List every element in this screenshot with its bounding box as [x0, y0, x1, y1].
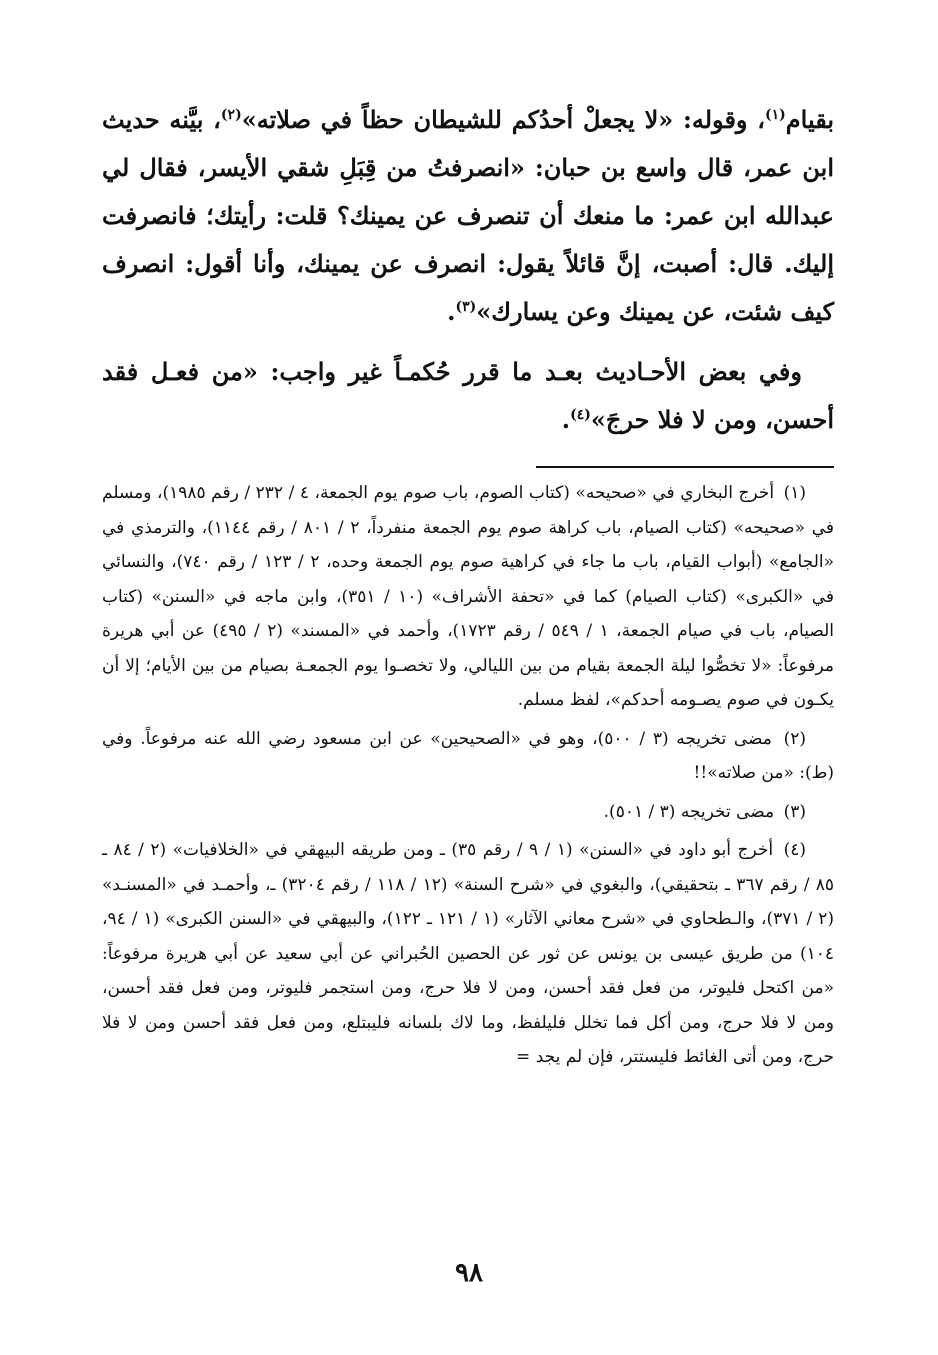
footnote-text: مضى تخريجه (٣ / ٥٠٠)، وهو في «الصحيحين» عن ابن مسعود رضي الله عنه مرفوعاً. وفي (ط): «من صلاته»!! — [102, 728, 834, 783]
main-text-run: . — [447, 297, 456, 326]
main-text-run: وفي بعض الأحـاديث بعـد ما قرر حُكمـاً غير واجب: «من فعـل فقد أحسن، ومن لا فلا حرجَ» — [102, 357, 834, 434]
footnote-text: مضى تخريجه (٣ / ٥٠١). — [603, 801, 775, 822]
main-text — [102, 96, 834, 444]
footnote-marker: (٣) — [455, 299, 477, 315]
footnote-marker: (١) — [765, 107, 786, 123]
footnote-text: أخرج البخاري في «صحيحه» (كتاب الصوم، باب صوم يوم الجمعة، ٤ / ٢٣٢ / رقم ١٩٨٥)، ومسلم في «صحيحه» (كتاب الصيام، باب كراهة صوم يوم الجمعة منفرداً، ٢ / ٨٠١ / رقم ١١٤٤)، والترمذي في «الجامع» (أبواب القيام، باب ما جاء في كراهية صوم يوم الجمعة وحده، ٢ / ١٢٣ / رقم ٧٤٠)، والنسائي في «الكبرى» (كتاب الصيام) كما في «تحفة الأشراف» (١٠ / ٣٥١)، وابن ماجه في «السنن» (كتاب الصيام، باب في صيام الجمعة، ١ / ٥٤٩ / رقم ١٧٢٣)، وأحمد في «المسند» (٢ / ٤٩٥) عن أبي هريرة مرفوعاً: «لا تخصُّوا ليلة الجمعة بقيام من بين الليالي، ولا تخصـوا يوم الجمعـة بصيام من بين الأيام؛ إلا أن يكـون في صوم يصـومه أحدكم»، لفظ مسلم. — [102, 483, 835, 710]
footnote-number: (١) — [783, 483, 807, 503]
footnote — [102, 722, 834, 791]
footnote — [102, 833, 834, 1075]
footnote-number: (٣) — [783, 801, 806, 822]
main-text-run: ، بيَّنه حديث ابن عمر، قال واسع بن حبان: «انصرفتُ من قِبَلِ شقي الأيسر، فقال لي عبدالله ابن عمر: ما منعك أن تنصرف عن يمينك؟ قلت: رأيتك؛ فانصرفت إليك. قال: أصبت، إنَّ قائلاً يقول: انصرف عن يمينك، وأنا أقول: انصرف كيف شئت، عن يمينك وعن يسارك» — [102, 105, 834, 326]
main-text-run: ، وقوله: «لا يجعلْ أحدُكم للشيطان حظاً في صلاته» — [241, 105, 765, 134]
footnotes — [102, 476, 834, 1079]
footnote-separator — [536, 466, 834, 468]
footnote-marker: (٢) — [220, 107, 242, 123]
footnote — [102, 476, 834, 718]
main-text-run: بقيام — [785, 105, 835, 134]
footnote-text: أخرج أبو داود في «السنن» (١ / ٩ / رقم ٣٥) ـ ومن طريقه البيهقي في «الخلافيات» (٢ / ٨٤ ـ ٨٥ / رقم ٣٦٧ ـ بتحقيقي)، والبغوي في «شرح السنة» (١٢ / ١١٨ / رقم ٣٢٠٤) ـ، وأحمـد في «المسنـد» (٢ / ٣٧١)، والـطحاوي في «شرح معاني الآثار» (١ / ١٢١ ـ ١٢٢)، والبيهقي في «السنن الكبرى» (١ / ٩٤، ١٠٤) من طريق عيسى بن يونس عن ثور عن الحصين الحُبراني عن أبي سعيد عن أبي هريرة مرفوعاً: «من اكتحل فليوتر، من فعل فقد أحسن، ومن لا فلا حرج، ومن استجمر فليوتر، ومن فعل فقد أحسن، ومن لا فلا حرج، ومن أكل فما تخلل فليلفظ، وما لاك بلسانه فليبتلع، ومن فعل فقد أحسن ومن لا فلا حرج، ومن أتى الغائط فليستتر، فإن لم يجد = — [102, 840, 834, 1067]
main-paragraph — [102, 348, 834, 444]
page-number: ٩٨ — [455, 1258, 483, 1288]
main-text-run: . — [561, 405, 571, 434]
footnote — [102, 795, 834, 830]
footnote-number: (٤) — [783, 840, 806, 860]
main-paragraph — [102, 96, 834, 336]
footnote-number: (٢) — [783, 728, 806, 749]
footnote-marker: (٤) — [570, 407, 591, 423]
